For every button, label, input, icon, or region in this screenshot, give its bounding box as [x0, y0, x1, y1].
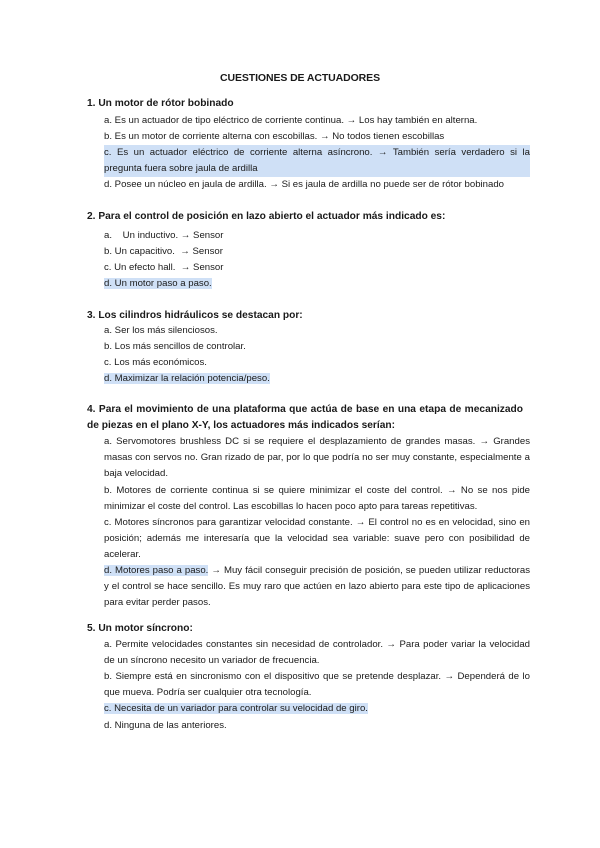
- q2-answer-c: c. Un efecto hall. → Sensor: [104, 262, 224, 273]
- q5-answer-c-highlight: c. Necesita de un variador para controlar su velocidad de giro.: [104, 703, 368, 714]
- q4-answer-d-highlight: d. Motores paso a paso.: [104, 565, 209, 576]
- q1-answer-d: d. Posee un núcleo en jaula de ardilla. → Si es jaula de ardilla no puede ser de rótor bobinado: [104, 179, 505, 190]
- q3-answer-b: b. Los más sencillos de controlar.: [104, 341, 246, 352]
- q3-answer-d-highlight: d. Maximizar la relación potencia/peso.: [104, 373, 270, 384]
- question-1-prompt: 1. Un motor de rótor bobinado: [87, 98, 234, 109]
- q4-answer-a: a. Servomotores brushless DC si se requiere el desplazamiento de grandes masas. → Grandes masas con servos no. Gran rizado de par, por lo que podría no ser muy constante, especialmente a baja velocidad.: [104, 436, 530, 479]
- question-5-prompt: 5. Un motor síncrono:: [87, 623, 193, 634]
- question-2-prompt: 2. Para el control de posición en lazo abierto el actuador más indicado es:: [87, 211, 446, 222]
- q2-answer-b: b. Un capacitivo. → Sensor: [104, 246, 223, 257]
- q1-answer-c: c. Es un actuador eléctrico de corriente alterna asíncrono. → También sería verdadero si la pregunta fuera sobre jaula de ardilla: [104, 145, 530, 177]
- q5-answer-d: d. Ninguna de las anteriores.: [104, 720, 227, 731]
- q4-answer-c: c. Motores síncronos para garantizar velocidad constante. → El control no es en velocidad, sino en posición; además me interesaría que la velocidad sea variable: suave pero con posibilidad de acelerar.: [104, 517, 530, 560]
- q3-answer-d: [104, 371, 530, 387]
- page-title: CUESTIONES DE ACTUADORES: [220, 72, 380, 84]
- q5-answer-b: b. Siempre está en sincronismo con el dispositivo que se pretende desplazar. → Dependerá de lo que mueva. Podría ser cualquier otra tecnología.: [104, 671, 530, 698]
- q3-answer-c: c. Los más económicos.: [104, 357, 207, 368]
- question-3-prompt: 3. Los cilindros hidráulicos se destacan por:: [87, 310, 303, 321]
- q4-answer-d: [104, 563, 530, 611]
- q1-answer-b: b. Es un motor de corriente alterna con escobillas. → No todos tienen escobillas: [104, 131, 445, 142]
- q5-answer-c: [104, 701, 530, 717]
- q3-answer-a: a. Ser los más silenciosos.: [104, 325, 218, 336]
- q2-answer-d: [104, 276, 530, 292]
- q4-answer-b: b. Motores de corriente continua si se quiere minimizar el coste del control. → No se nos pide minimizar el coste del control. Las escobillas lo hacen poco apto para tareas repetitivas.: [104, 485, 530, 512]
- q1-answer-a: a. Es un actuador de tipo eléctrico de corriente continua. → Los hay también en alterna.: [104, 115, 478, 126]
- q5-answer-a: a. Permite velocidades constantes sin necesidad de controlador. → Para poder variar la velocidad de un síncrono necesito un variador de frecuencia.: [104, 639, 530, 666]
- q2-answer-d-highlight: d. Un motor paso a paso.: [104, 278, 212, 289]
- q4-answer-d-comment: → Muy fácil conseguir precisión de posición, se pueden utilizar reductoras y el control se hace sencillo. Es muy raro que actúen en lazo abierto para este tipo de aplicaciones para evitar perder pasos.: [104, 565, 530, 608]
- q2-answer-a: a. Un inductivo. → Sensor: [104, 230, 224, 241]
- question-4-prompt: 4. Para el movimiento de una plataforma que actúa de base en una etapa de mecanizado de piezas en el plano X-Y, los actuadores más indicados serían:: [87, 404, 523, 431]
